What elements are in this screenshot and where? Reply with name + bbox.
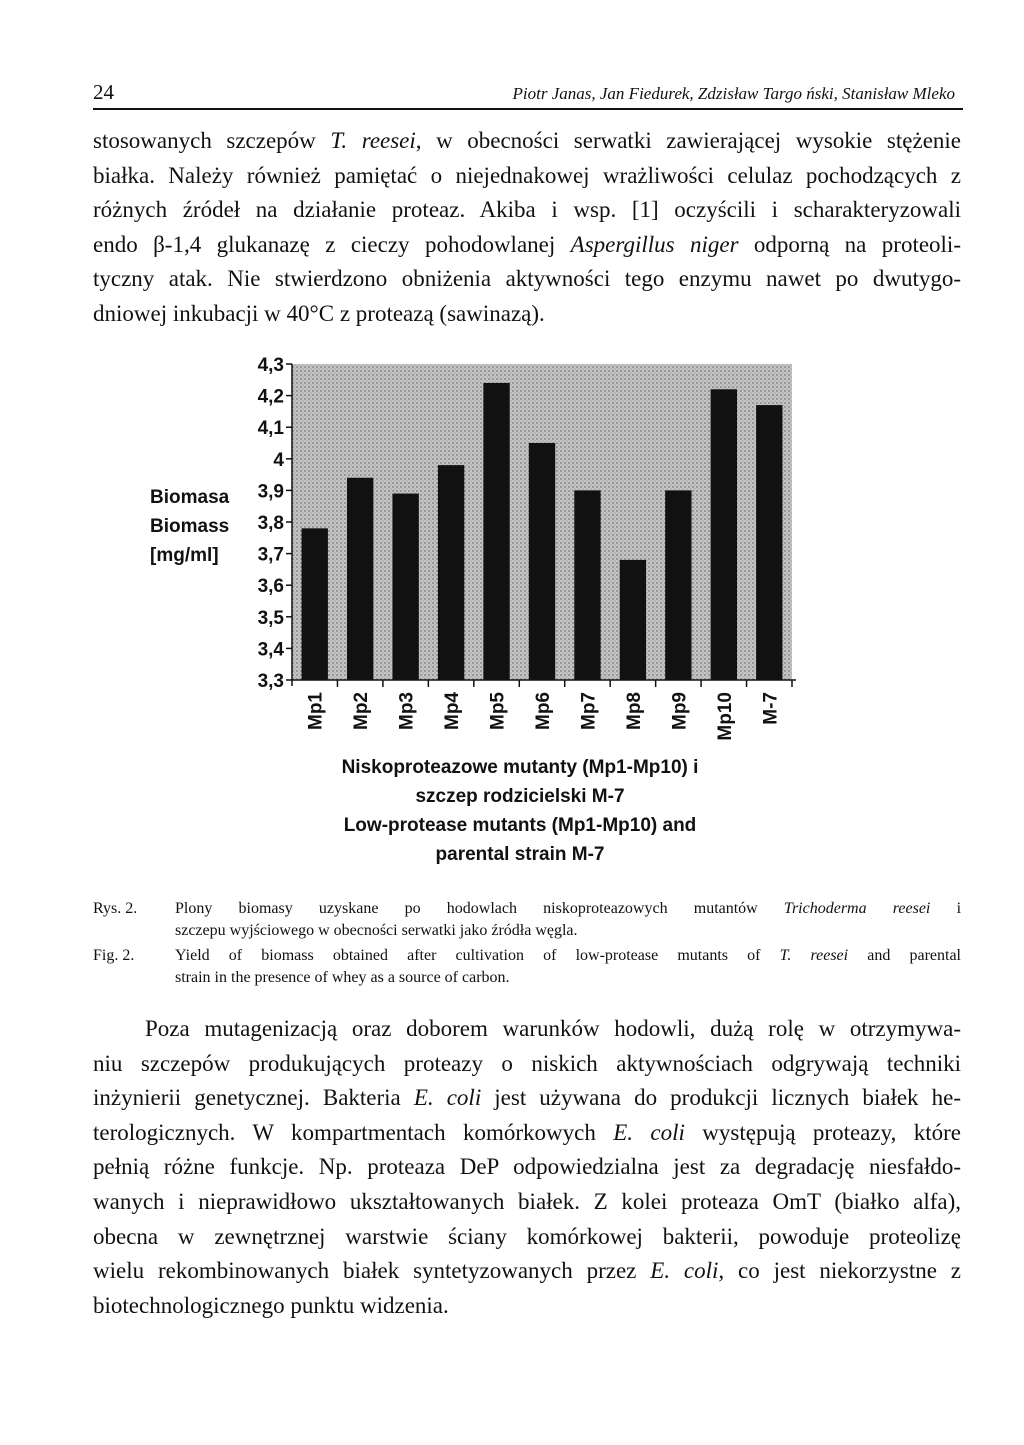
text-run: odporną na proteoli- bbox=[738, 231, 961, 257]
text-line bbox=[93, 228, 961, 263]
y-tick-label: 3,5 bbox=[257, 607, 284, 629]
text-line bbox=[93, 262, 961, 297]
text-run: co jest niekorzystne z bbox=[724, 1258, 962, 1284]
caption-line bbox=[175, 920, 961, 942]
paragraph-2 bbox=[93, 1012, 961, 1323]
italic-run: T. reesei bbox=[779, 947, 849, 964]
y-tick-label: 4,1 bbox=[257, 418, 284, 440]
y-tick-label: 3,8 bbox=[257, 513, 284, 534]
x-tick-label: M-7 bbox=[760, 692, 782, 725]
text-run: dniowej inkubacji w 40°C z proteazą (sawinazą). bbox=[93, 300, 545, 326]
chart-svg bbox=[140, 350, 820, 770]
paragraph-1 bbox=[93, 124, 961, 332]
x-tick-label: Mp2 bbox=[351, 692, 373, 730]
x-axis-title-line: Low-protease mutants (Mp1-Mp10) and bbox=[343, 815, 697, 836]
text-run: wielu rekombinowanych białek syntetyzowanych przez bbox=[93, 1258, 651, 1284]
text-run: tyczny atak. Nie stwierdzono obniżenia aktywności tego enzymu nawet po dwutygo- bbox=[93, 266, 961, 292]
x-tick-label: Mp9 bbox=[669, 692, 691, 730]
x-tick-label: Mp5 bbox=[487, 692, 509, 730]
text-run: niu szczepów produkujących proteazy o niskich aktywnościach odgrywają techniki bbox=[93, 1050, 961, 1076]
text-run: jest używana do produkcji licznych białek he- bbox=[481, 1085, 961, 1111]
x-tick-label: Mp1 bbox=[305, 692, 327, 730]
text-run: obecna w zewnętrznej warstwie ściany komórkowej bakterii, powoduje proteolizę bbox=[93, 1223, 961, 1249]
text-run: stosowanych szczepów bbox=[93, 128, 331, 153]
x-axis-title bbox=[290, 753, 750, 869]
text-run: and parental bbox=[848, 947, 961, 964]
text-line bbox=[93, 193, 961, 228]
y-axis-label-line: [mg/ml] bbox=[150, 545, 219, 566]
y-tick-label: 4,2 bbox=[257, 386, 284, 408]
y-tick-label: 4 bbox=[273, 449, 284, 471]
text-line bbox=[93, 159, 961, 194]
caption-text bbox=[175, 898, 961, 942]
italic-run: E. coli, bbox=[650, 1258, 725, 1284]
chart-bar bbox=[483, 383, 509, 680]
page-number: 24 bbox=[93, 80, 114, 104]
chart-bar bbox=[756, 405, 782, 680]
italic-run: Trichoderma reesei bbox=[783, 900, 931, 917]
chart-bar bbox=[665, 490, 691, 680]
text-line bbox=[93, 1185, 961, 1220]
text-run: białka. Należy również pamiętać o niejednakowej wrażliwości celulaz pochodzących z bbox=[93, 162, 961, 188]
text-run: terologicznych. W kompartmentach komórkowych bbox=[93, 1119, 614, 1145]
y-axis-label-line: Biomass bbox=[150, 516, 230, 537]
text-run: wanych i nieprawidłowo ukształtowanych białek. Z kolei proteaza OmT (białko alfa), bbox=[93, 1188, 961, 1214]
chart-bar bbox=[620, 560, 646, 680]
caption-line bbox=[175, 967, 961, 989]
caption-line bbox=[175, 898, 961, 920]
text-line bbox=[93, 1220, 961, 1255]
y-tick-label: 3,3 bbox=[257, 671, 284, 692]
chart-bar bbox=[392, 494, 418, 680]
header-authors: Piotr Janas, Jan Fiedurek, Zdzisław Targo ński, Stanisław Mleko bbox=[512, 84, 955, 103]
y-tick-label: 3,4 bbox=[257, 639, 284, 661]
text-line bbox=[93, 1012, 961, 1047]
y-axis-label-line: Biomasa bbox=[150, 487, 230, 508]
text-line bbox=[93, 1047, 961, 1082]
chart-bar bbox=[574, 490, 600, 680]
x-tick-label: Mp6 bbox=[533, 692, 554, 730]
y-axis-label bbox=[150, 483, 229, 570]
y-tick-label: 3,6 bbox=[257, 576, 284, 598]
chart-bar bbox=[438, 465, 464, 680]
biomass-chart bbox=[140, 350, 820, 770]
text-run: występują proteazy, które bbox=[684, 1119, 961, 1145]
running-header bbox=[93, 78, 963, 110]
caption-text bbox=[175, 945, 961, 989]
text-line bbox=[93, 297, 961, 332]
italic-run: T. reesei bbox=[330, 128, 416, 153]
x-tick-label: Mp3 bbox=[396, 692, 418, 730]
chart-bar bbox=[529, 443, 555, 680]
x-tick-label: Mp10 bbox=[714, 692, 736, 741]
text-run: Yield of biomass obtained after cultivation of low-protease mutants of bbox=[175, 947, 780, 964]
italic-run: Aspergillus niger bbox=[570, 231, 739, 257]
x-axis-title-line: szczep rodzicielski M-7 bbox=[415, 786, 625, 807]
chart-bar bbox=[347, 478, 373, 680]
text-run: biotechnologicznego punktu widzenia. bbox=[93, 1292, 449, 1318]
text-run: i bbox=[930, 900, 962, 917]
text-run: pełnią różne funkcje. Np. proteaza DeP odpowiedzialna jest za degradację niesfałdo- bbox=[93, 1154, 961, 1180]
y-tick-label: 3,9 bbox=[257, 481, 284, 503]
y-tick-label: 3,7 bbox=[257, 544, 284, 566]
text-line bbox=[93, 1289, 961, 1324]
text-line bbox=[93, 1150, 961, 1185]
caption-label: Rys. 2. bbox=[93, 900, 138, 917]
chart-bar bbox=[711, 389, 737, 680]
text-line bbox=[93, 1254, 961, 1289]
text-run: szczepu wyjściowego w obecności serwatki jako źródła węgla. bbox=[175, 922, 578, 939]
y-tick-label: 4,3 bbox=[257, 355, 284, 376]
x-tick-label: Mp8 bbox=[623, 692, 645, 730]
italic-run: E. coli bbox=[613, 1119, 685, 1145]
x-axis-title-line: parental strain M-7 bbox=[435, 844, 605, 865]
caption-line bbox=[175, 945, 961, 967]
text-line bbox=[93, 124, 961, 159]
caption-label: Fig. 2. bbox=[93, 947, 135, 964]
x-tick-label: Mp7 bbox=[578, 692, 600, 730]
x-tick-label: Mp4 bbox=[442, 692, 464, 730]
x-axis-title-line: Niskoproteazowe mutanty (Mp1-Mp10) i bbox=[341, 757, 699, 778]
text-run: inżynierii genetycznej. Bakteria bbox=[93, 1085, 414, 1111]
text-line bbox=[93, 1081, 961, 1116]
text-run: różnych źródeł na działanie proteaz. Akiba i wsp. [1] oczyścili i scharakteryzowali bbox=[93, 197, 961, 223]
text-run: Poza mutagenizacją oraz doborem warunków hodowli, dużą rolę w otrzymywa- bbox=[145, 1016, 961, 1041]
text-run: , w obecności serwatki zawierającej wysokie stężenie bbox=[415, 128, 961, 153]
chart-bar bbox=[302, 528, 328, 680]
text-run: Plony biomasy uzyskane po hodowlach niskoproteazowych mutantów bbox=[175, 900, 784, 917]
text-run: endo β-1,4 glukanazę z cieczy pohodowlanej bbox=[93, 231, 571, 257]
text-run: strain in the presence of whey as a source of carbon. bbox=[175, 969, 510, 986]
text-line bbox=[93, 1116, 961, 1151]
italic-run: E. coli bbox=[413, 1085, 482, 1111]
